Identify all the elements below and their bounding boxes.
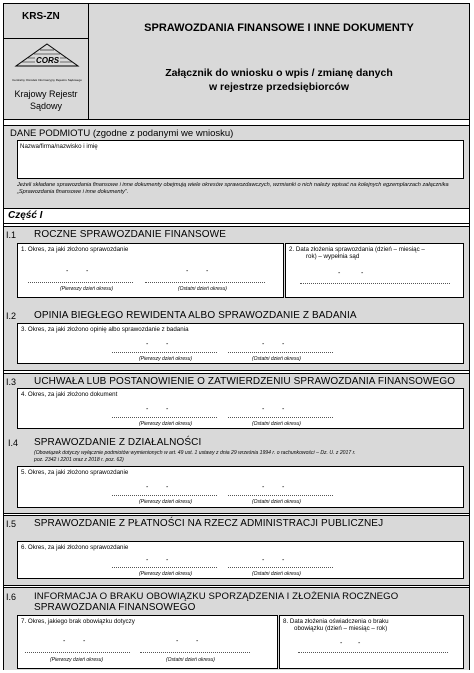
dane-title: DANE PODMIOTU (zgodne z podanymi we wniosku): [10, 128, 234, 139]
field-2-label-line2: rok) – wypełnia sąd: [306, 253, 360, 260]
last-day-caption: (Ostatni dzień okresu): [166, 657, 215, 663]
first-day-caption: (Pierwszy dzień okresu): [139, 499, 193, 505]
date-dash: -: [262, 484, 265, 491]
date-dash: -: [186, 268, 189, 275]
period-start-line: [112, 567, 217, 568]
dane-note: Jeżeli składane sprawozdania finansowe i inne dokumenty obejmują wiele okresów sprawozdawczych, wzmianki o nich należy wpisać na kolejnych egzemplarzach załącznika „Sprawozdania finansowe i inne dokumenty”.: [17, 182, 449, 195]
date-dash: -: [146, 484, 149, 491]
declaration-date-line: [298, 652, 448, 653]
date-dash: -: [282, 484, 285, 491]
date-dash: -: [340, 640, 343, 647]
registry-name-line1: Krajowy Rejestr: [14, 89, 78, 99]
date-dash: -: [358, 640, 361, 647]
last-day-caption: (Ostatni dzień okresu): [252, 571, 301, 577]
date-dash: -: [196, 638, 199, 645]
first-day-caption: (Pierwszy dzień okresu): [60, 286, 114, 292]
section-i4-note-line1: (Obowiązek dotyczy wyłącznie podmiotów wymienionych w art. 49 ust. 1 ustawy z dnia 29 września 1994 r. o rachunkowości – Dz. U. z 2017 r.: [34, 450, 356, 456]
date-dash: -: [146, 406, 149, 413]
date-dash: -: [86, 268, 89, 275]
field-5-label: 5. Okres, za jaki złożono sprawozdanie: [21, 469, 129, 476]
date-dash: -: [83, 638, 86, 645]
section-i6-title-line2: SPRAWOZDANIA FINANSOWEGO: [34, 602, 196, 613]
form-subtitle-line2: w rejestrze przedsiębiorców: [208, 81, 350, 93]
logo-small-text: Centralny Ośrodek Informacyjny Rejestru Sądowego: [12, 78, 82, 82]
date-dash: -: [262, 557, 265, 564]
period-end-line: [228, 567, 333, 568]
date-dash: -: [338, 270, 341, 277]
field-8-label-line2: obowiązku (dzień – miesiąc – rok): [294, 625, 388, 632]
date-dash: -: [166, 341, 169, 348]
date-dash: -: [282, 557, 285, 564]
last-day-caption: (Ostatni dzień okresu): [252, 499, 301, 505]
period-end-line: [145, 282, 265, 283]
field-4-label: 4. Okres, za jaki złożono dokument: [21, 391, 118, 398]
period-end-line: [228, 495, 333, 496]
date-dash: -: [166, 484, 169, 491]
last-day-caption: (Ostatni dzień okresu): [252, 356, 301, 362]
date-dash: -: [176, 638, 179, 645]
first-day-caption: (Pierwszy dzień okresu): [50, 657, 104, 663]
date-dash: -: [361, 270, 364, 277]
section-i1-number: I.1: [6, 230, 17, 240]
field-8-label-line1: 8. Data złożenia oświadczenia o braku: [283, 618, 389, 625]
field-3-label: 3. Okres, za jaki złożono opinię albo sprawozdanie z badania: [21, 326, 189, 333]
part-underline: [4, 223, 469, 224]
first-day-caption: (Pierwszy dzień okresu): [139, 356, 193, 362]
field-6-label: 6. Okres, za jaki złożono sprawozdanie: [21, 544, 129, 551]
section-i3-title: UCHWAŁA LUB POSTANOWIENIE O ZATWIERDZENIU SPRAWOZDANIA FINANSOWEGO: [34, 376, 456, 387]
logo-text: CORS: [36, 56, 60, 65]
header-bottom-line: [4, 119, 469, 120]
part-heading: Część I: [8, 210, 43, 221]
date-dash: -: [66, 268, 69, 275]
period-start-line: [112, 417, 217, 418]
last-day-caption: (Ostatni dzień okresu): [252, 421, 301, 427]
date-dash: -: [262, 406, 265, 413]
field-1-label: 1. Okres, za jaki złożono sprawozdanie: [21, 246, 129, 253]
date-dash: -: [206, 268, 209, 275]
period-end-line: [140, 652, 250, 653]
form-code: KRS-ZN: [22, 11, 60, 22]
section-i4-number: I.4: [8, 438, 19, 448]
section-i5-title: SPRAWOZDANIE Z PŁATNOŚCI NA RZECZ ADMINISTRACJI PUBLICZNEJ: [34, 518, 384, 529]
section-i2-title: OPINIA BIEGŁEGO REWIDENTA ALBO SPRAWOZDANIE Z BADANIA: [34, 310, 357, 321]
date-dash: -: [166, 557, 169, 564]
date-dash: -: [146, 341, 149, 348]
date-dash: -: [166, 406, 169, 413]
section-i3-number: I.3: [6, 377, 17, 387]
first-day-caption: (Pierwszy dzień okresu): [139, 571, 193, 577]
section-i4-title: SPRAWOZDANIE Z DZIAŁALNOŚCI: [34, 437, 202, 448]
form-title: SPRAWOZDANIA FINANSOWE I INNE DOKUMENTY: [144, 22, 414, 34]
period-start-line: [28, 282, 133, 283]
submission-date-line: [300, 283, 450, 284]
entity-name-label: Nazwa/firma/nazwisko i imię: [20, 143, 98, 150]
period-end-line: [228, 417, 333, 418]
first-day-caption: (Pierwszy dzień okresu): [139, 421, 193, 427]
field-2-label-line1: 2. Data złożenia sprawozdania (dzień – miesiąc –: [289, 246, 425, 253]
section-i5-number: I.5: [6, 519, 17, 529]
date-dash: -: [282, 341, 285, 348]
last-day-caption: (Ostatni dzień okresu): [178, 286, 227, 292]
section-i6-title-line1: INFORMACJA O BRAKU OBOWIĄZKU SPORZĄDZENIA I ZŁOŻENIA ROCZNEGO: [34, 591, 399, 602]
period-start-line: [112, 352, 217, 353]
section-i1-title: ROCZNE SPRAWOZDANIE FINANSOWE: [34, 229, 226, 240]
period-end-line: [228, 352, 333, 353]
period-start-line: [25, 652, 130, 653]
form-code-divider: [4, 38, 88, 39]
date-dash: -: [282, 406, 285, 413]
date-dash: -: [262, 341, 265, 348]
section-i4-note-line2: poz. 2342 i 2201 oraz z 2018 r. poz. 62): [34, 457, 124, 463]
registry-name-line2: Sądowy: [29, 101, 63, 111]
date-dash: -: [63, 638, 66, 645]
period-start-line: [112, 495, 217, 496]
section-i2-number: I.2: [6, 311, 17, 321]
field-7-label: 7. Okres, jakiego brak obowiązku dotyczy: [21, 618, 135, 625]
form-subtitle-line1: Załącznik do wniosku o wpis / zmianę danych: [165, 67, 393, 79]
section-i6-number: I.6: [6, 592, 17, 602]
date-dash: -: [146, 557, 149, 564]
